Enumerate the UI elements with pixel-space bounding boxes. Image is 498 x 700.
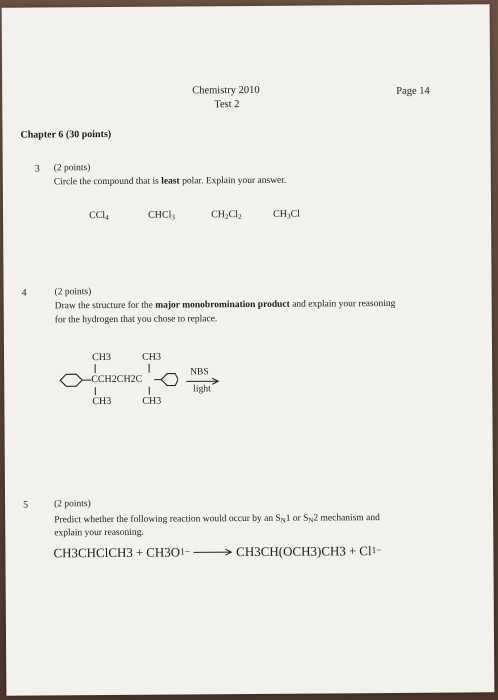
question-number: 4 (21, 287, 27, 299)
benzene-ring-right (161, 373, 178, 385)
question-points: (2 points) (53, 163, 91, 174)
charge: 1− (180, 547, 191, 558)
question-number: 3 (34, 163, 40, 175)
question-points: (2 points) (54, 499, 91, 510)
methyl-bottom-right: CH3 (142, 395, 162, 407)
product-2: Cl (359, 543, 372, 559)
compound-ch2cl2: $CH_2Cl_2$ (211, 209, 242, 221)
page-number: Page 14 (396, 85, 430, 97)
methyl-top-right: CH3 (142, 351, 161, 363)
compound-ccl4: CCl$_4$ (89, 209, 109, 222)
course-title: Chemistry 2010 (192, 84, 260, 97)
product-1: CH3CH(OCH3)CH3 (236, 543, 346, 560)
charge: 1− (371, 546, 382, 557)
question-text-line2: explain your reasoning. (54, 527, 144, 539)
question-text: Predict whether the following reaction would occur by an $S_N1$ or $S_N2$ mechanism and (54, 513, 380, 526)
compound-ch3cl: $CH_3Cl$ (273, 208, 301, 221)
question-text: Circle the compound that is least polar. Explain your answer. (53, 175, 287, 188)
chapter-heading: Chapter 6 (30 points) (20, 128, 112, 141)
condition-label: light (193, 384, 211, 395)
compound-chcl3: CHCl$_3$ (148, 209, 176, 222)
test-title: Test 2 (214, 99, 240, 111)
reactant-2: CH3O (146, 544, 181, 560)
exam-page (2, 4, 495, 695)
plus-sign: + (135, 544, 144, 560)
reaction-equation (53, 543, 381, 561)
reaction-arrow (193, 547, 233, 557)
question-text: Draw the structure for the major monobromination product and explain your reasoning (54, 298, 396, 312)
reactant-1: CH3CHClCH3 (53, 544, 133, 561)
reagent-label: NBS (190, 367, 209, 378)
question-number: 5 (23, 499, 29, 511)
methyl-top-left: CH3 (92, 351, 111, 364)
question-points: (2 points) (54, 287, 92, 298)
question-text-line2: for the hydrogen that you chose to replace. (54, 314, 218, 326)
plus-sign: + (348, 543, 357, 559)
methyl-bottom-left: CH3 (92, 395, 112, 408)
structure-chain: CCH2CH2C (91, 373, 143, 386)
benzene-ring-left (60, 374, 82, 386)
